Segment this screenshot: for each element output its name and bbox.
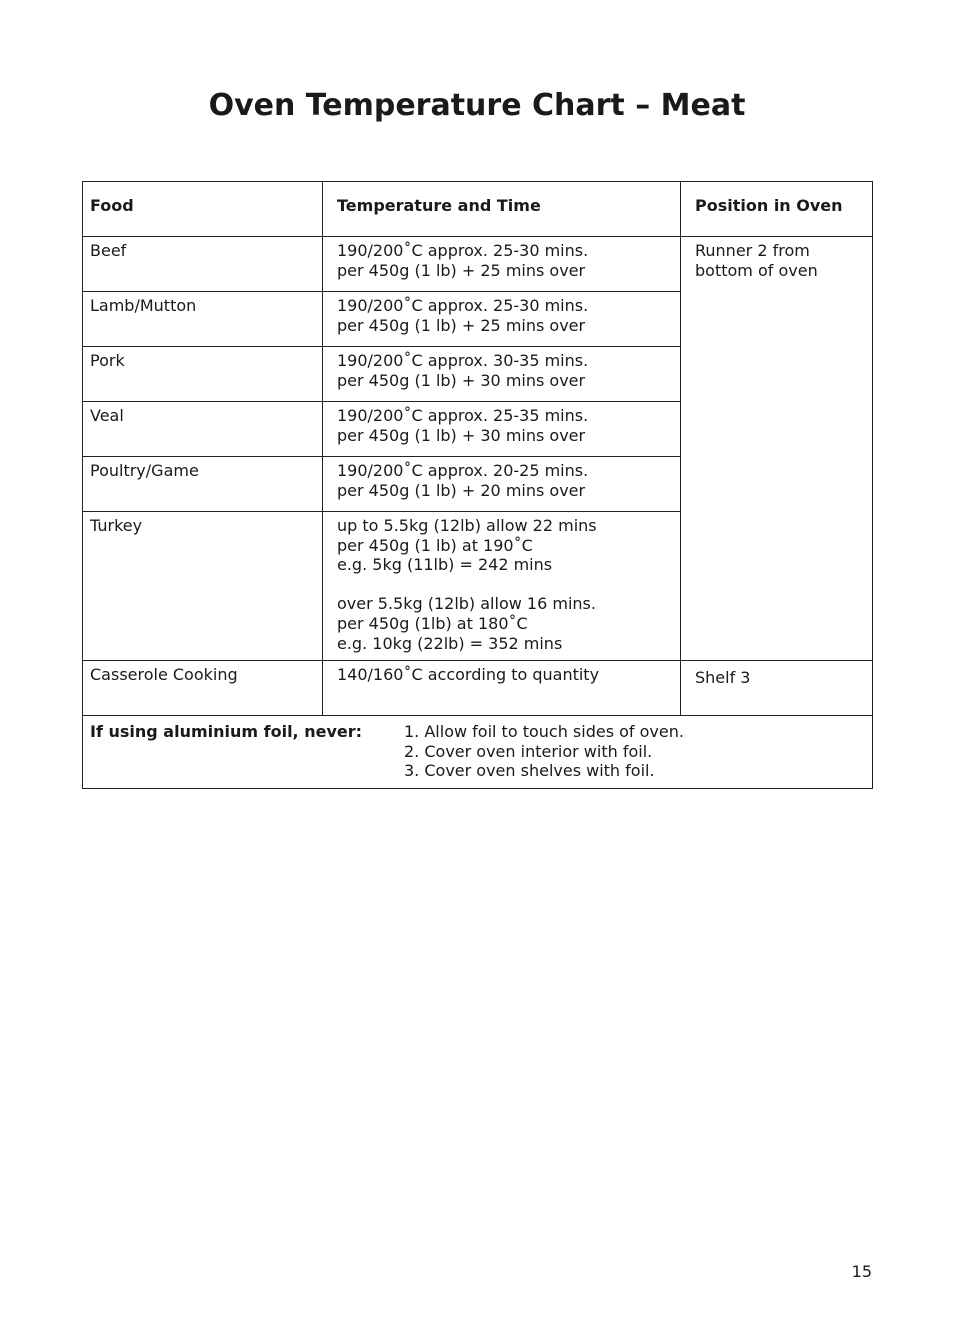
food-cell: Lamb/Mutton: [83, 292, 323, 347]
page-title: Oven Temperature Chart – Meat: [208, 88, 746, 123]
table-header-row: [83, 182, 873, 237]
time-cell: 140/160˚C according to quantity: [323, 661, 681, 716]
list-item: 3. Cover oven shelves with foil.: [404, 761, 655, 781]
foil-warning-list: [404, 722, 865, 781]
oven-temperature-table: [82, 181, 873, 789]
list-item: 1. Allow foil to touch sides of oven.: [404, 722, 684, 741]
table-row: [83, 661, 873, 716]
food-cell: Turkey: [83, 512, 323, 661]
header-position: Position in Oven: [681, 182, 873, 237]
time-cell: 190/200˚C approx. 25-30 mins. per 450g (1 lb) + 25 mins over: [323, 292, 681, 347]
food-cell: Poultry/Game: [83, 457, 323, 512]
foil-warning-row: [83, 716, 873, 789]
list-item: 2. Cover oven interior with foil.: [404, 741, 653, 761]
position-cell-shelf: Shelf 3: [681, 661, 873, 716]
time-cell: up to 5.5kg (12lb) allow 22 mins per 450g (1 lb) at 190˚C e.g. 5kg (11lb) = 242 mins over 5.5kg (12lb) allow 16 mins. per 450g (1lb) at 180˚C e.g. 10kg (22lb) = 352 mins: [323, 512, 681, 661]
time-cell: 190/200˚C approx. 25-30 mins. per 450g (1 lb) + 25 mins over: [323, 237, 681, 292]
table-row: [83, 237, 873, 292]
time-cell: 190/200˚C approx. 25-35 mins. per 450g (1 lb) + 30 mins over: [323, 402, 681, 457]
position-cell-runner: Runner 2 from bottom of oven: [681, 237, 873, 661]
foil-warning-label: If using aluminium foil, never:: [90, 722, 363, 741]
foil-warning-cell: [83, 716, 873, 789]
header-food: Food: [83, 182, 323, 237]
food-cell: Pork: [83, 347, 323, 402]
header-temperature-time: Temperature and Time: [323, 182, 681, 237]
time-cell: 190/200˚C approx. 20-25 mins. per 450g (1 lb) + 20 mins over: [323, 457, 681, 512]
time-cell: 190/200˚C approx. 30-35 mins. per 450g (1 lb) + 30 mins over: [323, 347, 681, 402]
food-cell: Veal: [83, 402, 323, 457]
page-number: 15: [851, 1262, 872, 1281]
food-cell: Beef: [83, 237, 323, 292]
food-cell: Casserole Cooking: [83, 661, 323, 716]
